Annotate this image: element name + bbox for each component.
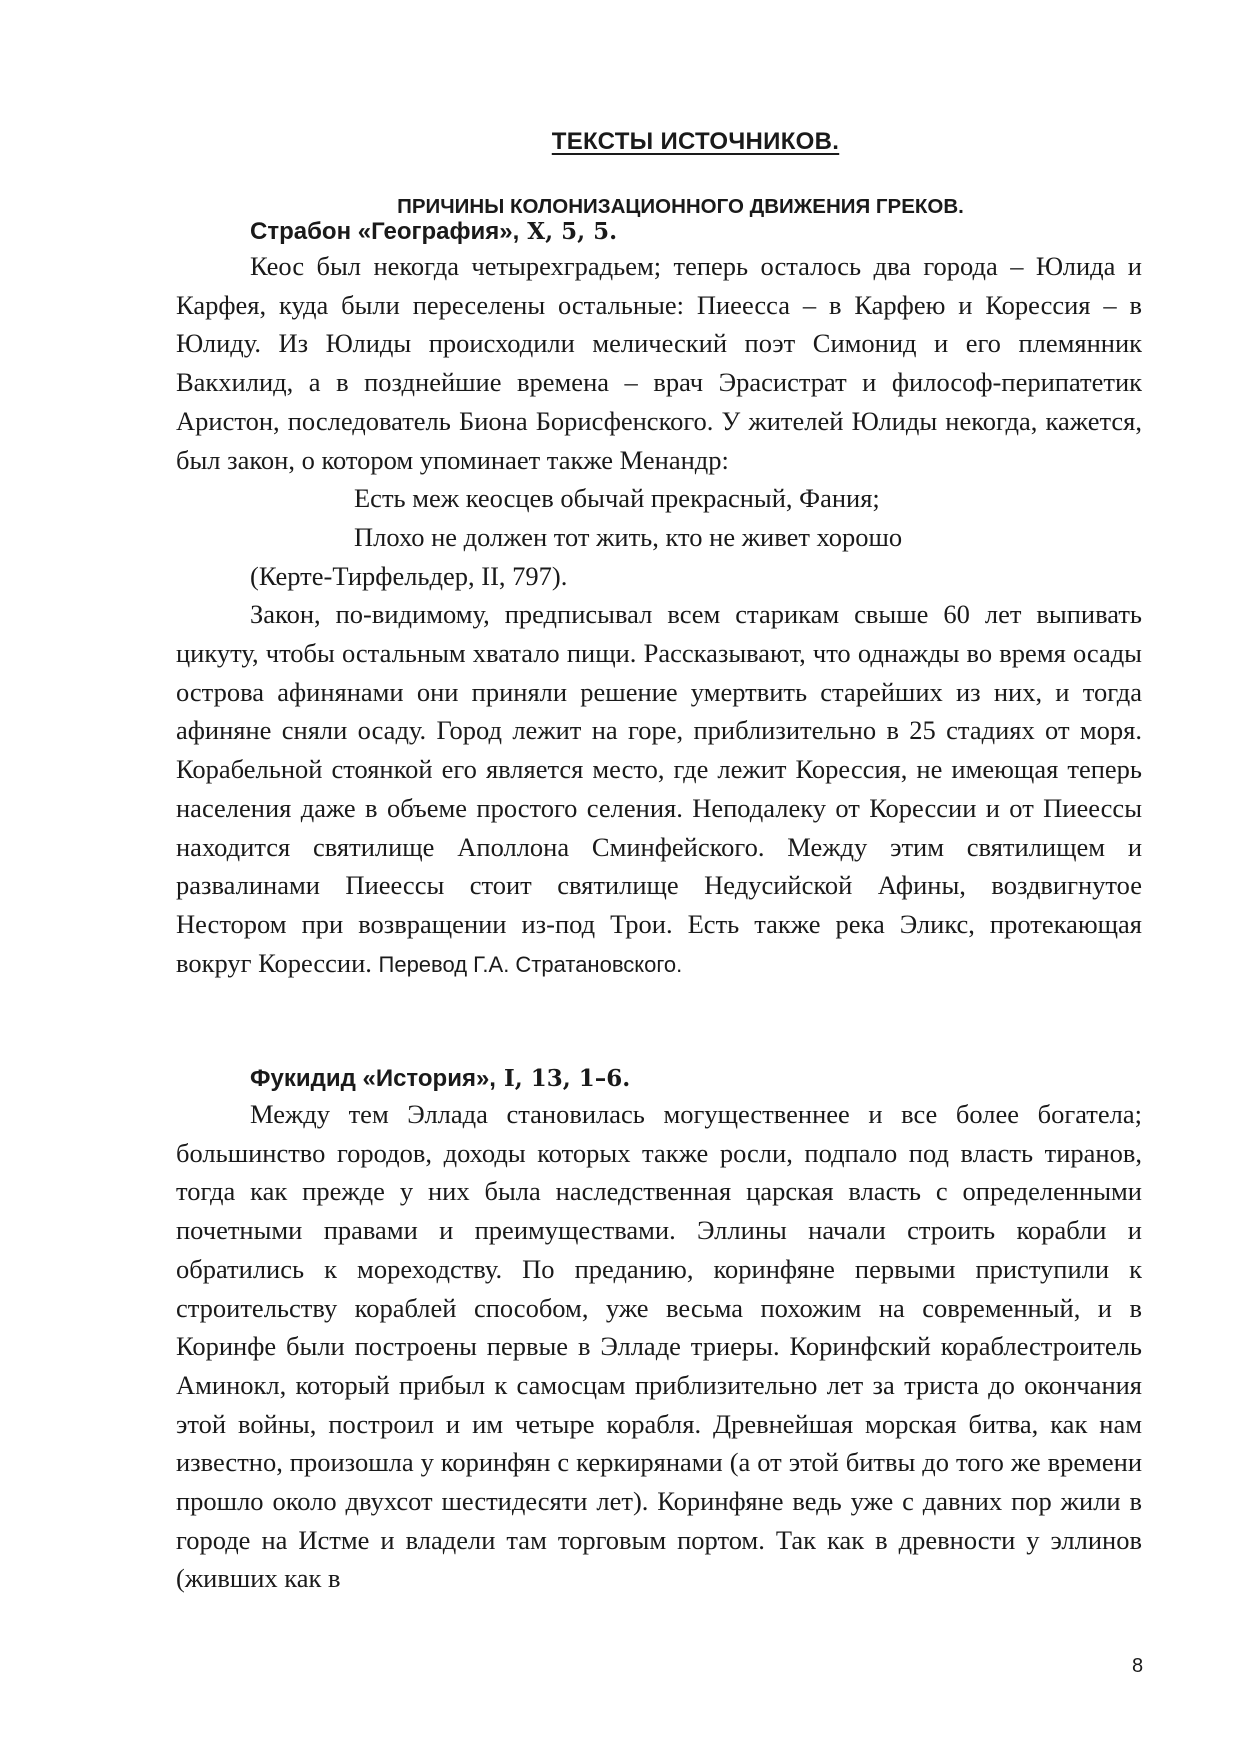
strabo-heading: Страбон «География», X, 5, 5. (250, 218, 618, 245)
strabo-paragraph-1: Кеос был некогда четырехградьем; теперь осталось два города – Юлида и Карфея, куда были переселены остальные: Пиеесса – в Карфею и Корессия – в Юлиду. Из Юлиды происходили мелический поэт Симонид и его племянник Вакхилид, а в позднейшие времена – врач Эрасистрат и философ-перипатетик Аристон, последователь Биона Борисфенского. У жителей Юлиды некогда, кажется, был закон, о котором упоминает также Менандр: (176, 251, 1142, 475)
thucydides-excerpt (176, 1095, 1142, 1598)
page-number: 8 (1132, 1655, 1144, 1677)
quoted-verse (176, 479, 1142, 556)
strabo-paragraph-2: Закон, по-видимому, предписывал всем старикам свыше 60 лет выпивать цикуту, чтобы остальным хватало пищи. Рассказывают, что однажды во время осады острова афинянами они приняли решение умертвить старейших из них, и тогда афиняне сняли осаду. Город лежит на горе, приблизительно в 25 стадиях от моря. Корабельной стоянкой его является место, где лежит Корессия, не имеющая теперь населения даже в объеме простого селения. Неподалеку от Корессии и от Пиеессы находится святилище Аполлона Сминфейского. Между этим святилищем и развалинами Пиеессы стоит святилище Недусийской Афины, воздвигнутое Нестором при возвращении из-под Трои. Есть также река Эликс, протекающая вокруг Корессии. Перевод Г.А. Стратановского. (176, 599, 1142, 978)
translator-credit: Перевод Г.А. Стратановского. (378, 951, 683, 977)
thucydides-heading: Фукидид «История», I, 13, 1–6. (250, 1065, 631, 1092)
verse-line-2: Плохо не должен тот жить, кто не живет хорошо (354, 521, 903, 552)
page-title: ТЕКСТЫ ИСТОЧНИКОВ. (551, 128, 840, 155)
verse-citation: (Керте-Тирфельдер, II, 797). (250, 560, 568, 591)
strabo-excerpt (176, 247, 1142, 984)
thucydides-paragraph-1: Между тем Эллада становилась могущественнее и все более богатела; большинство городов, доходы которых также росли, подпало под власть тиранов, тогда как прежде у них была наследственная царская власть с определенными почетными правами и преимуществами. Эллины начали строить корабли и обратились к мореходству. По преданию, коринфяне первыми приступили к строительству кораблей способом, уже весьма похожим на современный, и в Коринфе были построены первые в Элладе триеры. Коринфский кораблестроитель Аминокл, который прибыл к самосцам приблизительно лет за триста до окончания этой войны, построил и им четыре корабля. Древнейшая морская битва, как нам известно, произошла у коринфян с керкирянами (а от этой битвы до того же времени прошло около двухсот шестидесяти лет). Коринфяне ведь уже с давних пор жили в городе на Истме и владели там торговым портом. Так как в древности у эллинов (живших как в (176, 1099, 1142, 1594)
section-subtitle: ПРИЧИНЫ КОЛОНИЗАЦИОННОГО ДВИЖЕНИЯ ГРЕКОВ. (397, 195, 964, 218)
verse-line-1: Есть меж кеосцев обычай прекрасный, Фания; (354, 483, 880, 514)
